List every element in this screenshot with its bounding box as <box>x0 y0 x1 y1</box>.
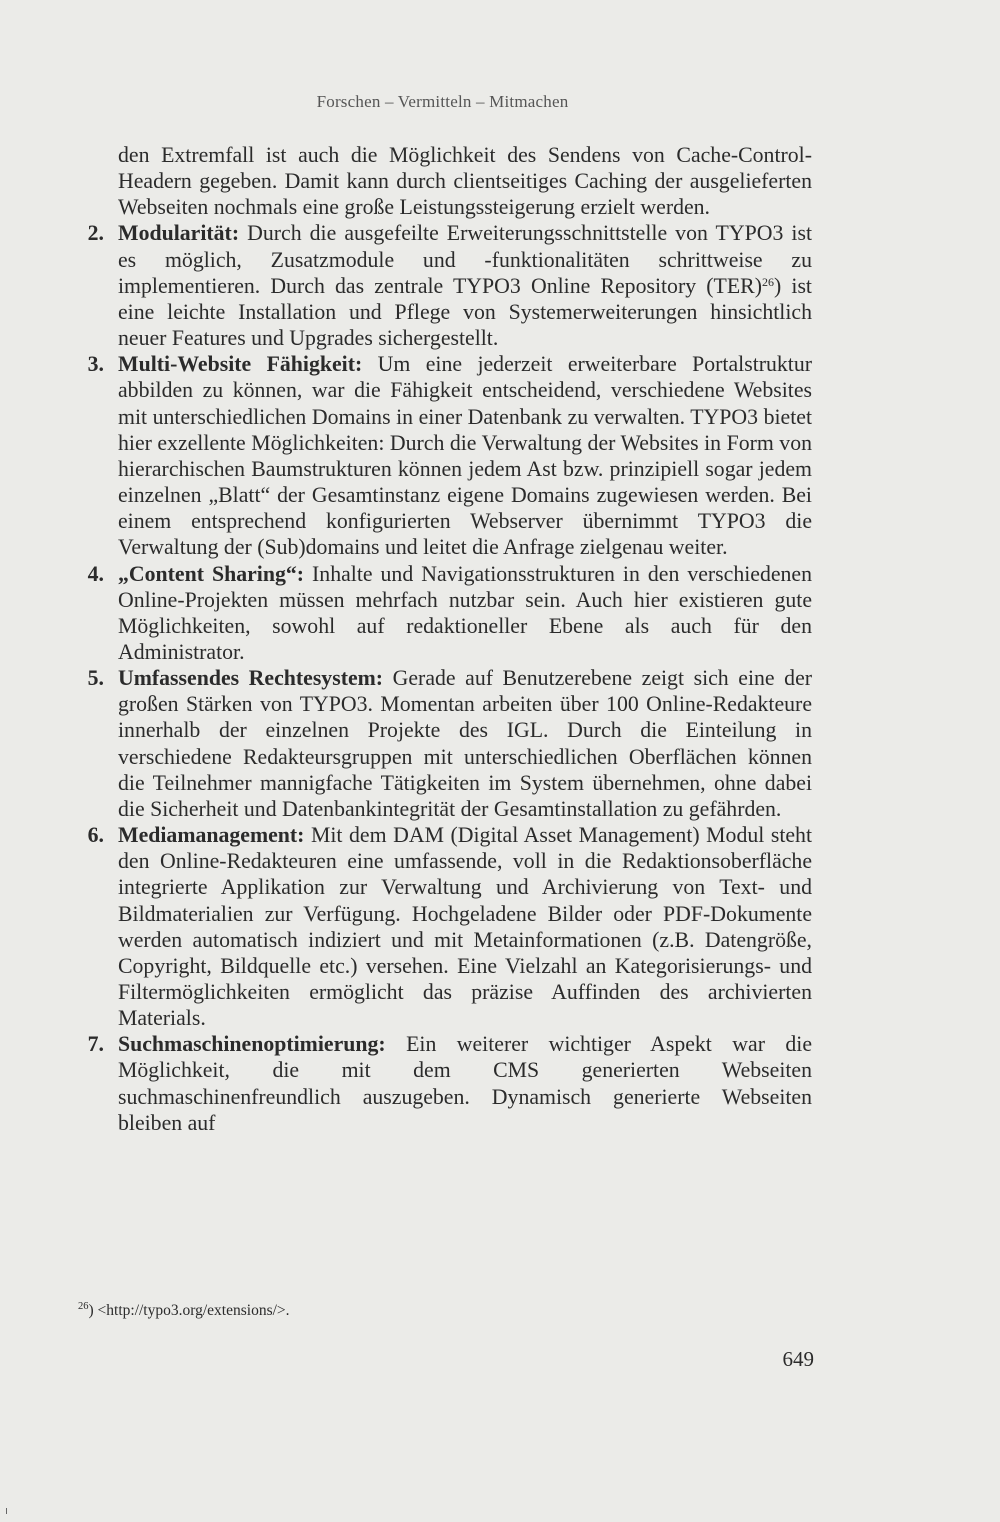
page-number: 649 <box>782 1347 814 1371</box>
list-item-seo <box>78 1031 812 1136</box>
footnote-text: ) <http://typo3.org/extensions/>. <box>88 1302 290 1319</box>
list-text: Um eine jederzeit erweiterbare Portalstruktur abbilden zu können, war die Fähigkeit entscheidend, verschiedene Websites mit unterschiedlichen Domains in einer Datenbank zu verwalten. TYPO3 bietet hier exzellente Möglichkeiten: Durch die Verwaltung der Websites in Form von hierarchischen Baumstrukturen können jedem Ast bzw. prinzipiell sogar jedem einzelnen „Blatt“ der Gesamtinstanz eigene Domains zugewiesen werden. Bei einem entsprechend konfigurierten Webserver übernimmt TYPO3 die Verwaltung der (Sub)domains und leitet die Anfrage zielgenau weiter. <box>118 352 813 560</box>
list-text: Gerade auf Benutzerebene zeigt sich eine der großen Stärken von TYPO3. Momentan arbeiten über 100 Online-Redakteure innerhalb der einzelnen Projekte des IGL. Durch die Einteilung in verschiedene Redakteursgruppen mit unterschiedlichen Oberflächen können die Teilnehmer mannigfache Tätigkeiten im System übernehmen, ohne dabei die Sicherheit und Datenbankintegrität der Gesamtinstallation zu gefährden. <box>118 666 812 821</box>
list-item-modularity <box>78 220 812 351</box>
list-item-multi-website <box>78 351 812 560</box>
footnote-reference: 26 <box>761 274 774 289</box>
list-term: Suchmaschinenoptimierung: <box>118 1032 386 1057</box>
intro-paragraph: den Extremfall ist auch die Möglichkeit des Sendens von Cache-Control-Headern gegeben. Damit kann durch clientseitiges Caching der ausgelieferten Webseiten nochmals eine große Leistungssteigerung erzielt werden. <box>118 143 812 220</box>
list-term: „Content Sharing“: <box>118 561 305 586</box>
list-text: Ein weiterer wichtiger Aspekt war die Möglichkeit, die mit dem CMS generierten Webseiten suchmaschinenfreundlich auszugeben. Dynamisch generierte Webseiten bleiben auf <box>118 1032 812 1135</box>
list-number: 6. <box>87 823 104 848</box>
list-item-content-sharing <box>78 561 812 666</box>
footnote-mark: 26 <box>78 1301 89 1312</box>
list-number: 5. <box>87 666 104 691</box>
list-term: Umfassendes Rechtesystem: <box>118 666 384 691</box>
list-term: Multi-Website Fähigkeit: <box>118 352 363 377</box>
list-text-continued: ) ist eine leichte Installation und Pflege von Systemerweiterungen hinsichtlich neuer Features und Upgrades sichergestellt. <box>118 273 812 351</box>
main-text <box>78 142 812 1136</box>
list-number: 2. <box>87 221 104 246</box>
list-number: 7. <box>87 1032 104 1057</box>
list-item-rights-system <box>78 665 812 822</box>
list-number: 3. <box>87 352 104 377</box>
scan-artifact <box>6 1508 7 1514</box>
list-text: Durch die ausgefeilte Erweiterungsschnittstelle von TYPO3 ist es möglich, Zusatzmodule und -funktionalitäten schrittweise zu implementieren. Durch das zentrale TYPO3 Online Repository (TER) <box>118 221 812 298</box>
list-text: Inhalte und Navigationsstrukturen in den verschiedenen Online-Projekten müssen mehrfach nutzbar sein. Auch hier existieren gute Möglichkeiten, sowohl auf redaktioneller Ebene als auch für den Administrator. <box>118 561 813 664</box>
list-term: Modularität: <box>118 221 240 246</box>
list-number: 4. <box>87 561 104 586</box>
list-item-mediamanagement <box>78 822 812 1031</box>
list-term: Mediamanagement: <box>118 823 305 848</box>
footnote <box>78 1302 290 1320</box>
list-text: Mit dem DAM (Digital Asset Management) Modul steht den Online-Redakteuren eine umfassende, voll in die Redaktionsoberfläche integrierte Applikation zur Verwaltung und Archivierung von Text- und Bildmaterialien zur Verfügung. Hochgeladene Bilder oder PDF-Dokumente werden automatisch indiziert und mit Metainformationen (z.B. Datengröße, Copyright, Bildquelle etc.) versehen. Eine Vielzahl an Kategorisierungs- und Filtermöglichkeiten ermöglicht das präzise Auffinden des archivierten Materials. <box>118 823 813 1031</box>
running-header: Forschen – Vermitteln – Mitmachen <box>316 92 569 111</box>
